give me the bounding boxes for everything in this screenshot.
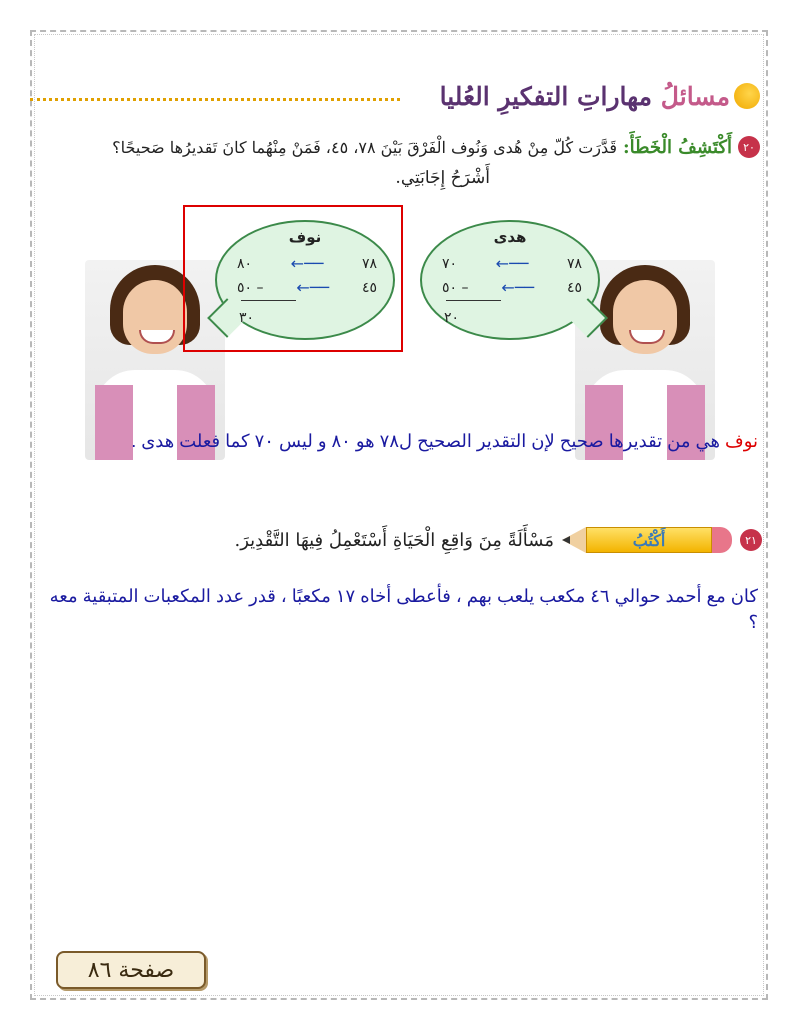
estimate-value: ٥٠ (442, 279, 458, 296)
original-value: ٤٥ (361, 279, 377, 296)
estimate-row (442, 254, 582, 273)
estimate-value: ٧٠ (442, 255, 458, 272)
arrow-left-icon: ←── (501, 278, 535, 297)
problem-21 (234, 520, 762, 560)
original-value: ٤٥ (566, 279, 582, 296)
answer-20 (43, 428, 758, 454)
result-row (444, 310, 459, 326)
page-number-tag: صفحة ٨٦ (56, 951, 206, 989)
sum-line (446, 300, 501, 301)
minus-sign: – (256, 279, 264, 296)
problem-text: مَسْأَلَةً مِنَ وَاقِعِ الْحَيَاةِ أَسْتَعْمِلُ فِيهَا التَّقْدِيرَ. (234, 529, 554, 551)
pencil-label: أَكْتُبُ (586, 527, 712, 553)
section-title-first-word: مسائلُ (660, 81, 730, 111)
problem-text: قَدَّرَت كُلّ مِنْ هُدى وَنُوف الْفَرْقَ بَيْنَ ٧٨، ٤٥، فَمَنْ مِنْهُما كانَ تَقديرُها صَحيحًا؟ (112, 137, 618, 157)
arrow-left-icon: ←── (290, 254, 324, 273)
bubble-name: نوف (288, 228, 322, 246)
problem-text-line2: أَشْرَحُ إِجَابَتِي. (395, 168, 490, 188)
arrow-left-icon: ←── (296, 278, 330, 297)
original-value: ٧٨ (566, 255, 582, 272)
result-value: ٢٠ (444, 310, 460, 326)
bubble-name: هدى (493, 228, 527, 246)
speech-bubble-huda (420, 220, 600, 340)
section-header (400, 74, 760, 118)
problem-label: أَكْتَشِفُ الْخَطَأَ: (623, 136, 732, 158)
answer-highlight-name: نوف (725, 431, 758, 451)
pencil-icon (562, 525, 732, 555)
original-value: ٧٨ (361, 255, 377, 272)
section-title (440, 82, 730, 111)
highlight-box (183, 205, 403, 352)
result-value: ٣٠ (239, 310, 255, 326)
header-dotted-line (30, 98, 400, 101)
section-title-rest: مهاراتِ التفكيرِ العُليا (439, 81, 653, 111)
answer-text: هي من تقديرها صحيح لإن التقدير الصحيح ل٧٨ هو ٨٠ و ليس ٧٠ كما فعلت هدى . (131, 431, 726, 451)
sun-icon (734, 83, 760, 109)
estimate-value: ٨٠ (237, 255, 253, 272)
estimate-row (442, 278, 582, 297)
arrow-left-icon: ←── (495, 254, 529, 273)
problem-number-badge: ٢١ (740, 529, 762, 551)
answer-21: كان مع أحمد حوالي ٤٦ مكعب يلعب بهم ، فأعطى أخاه ١٧ مكعبًا ، قدر عدد المكعبات المتبقية معه ؟ (49, 586, 758, 632)
problem-20 (35, 132, 760, 162)
problem-number-badge: ٢٠ (738, 136, 760, 158)
minus-sign: – (461, 279, 469, 296)
estimate-value: ٥٠ (237, 279, 253, 296)
illustration (85, 200, 715, 415)
